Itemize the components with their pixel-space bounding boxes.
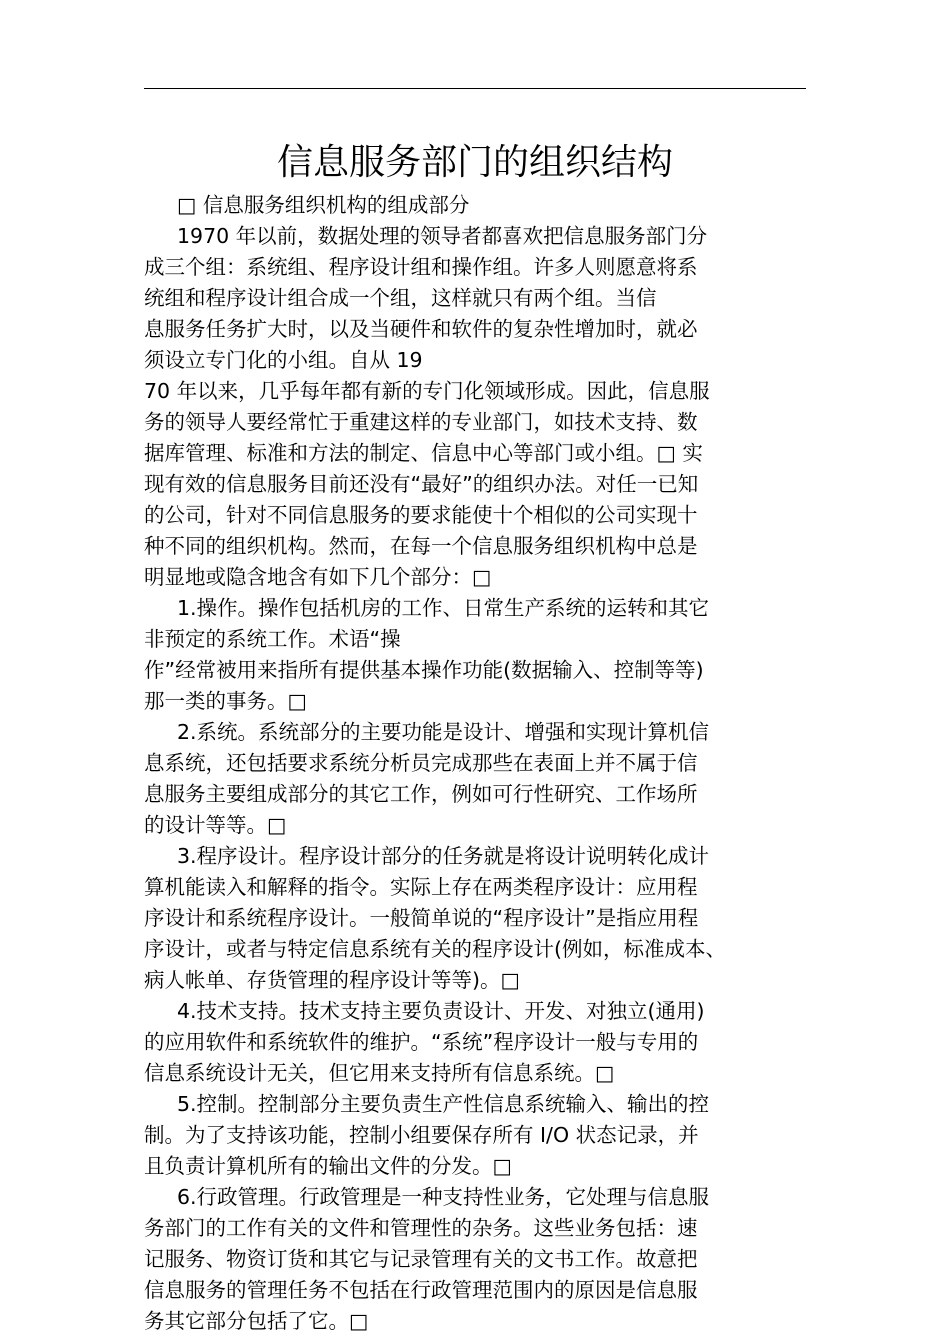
text-line: 1.操作。操作包括机房的工作、日常生产系统的运转和其它 bbox=[177, 596, 710, 620]
text-line: 1970 年以前，数据处理的领导者都喜欢把信息服务部门分 bbox=[177, 224, 708, 248]
text-line: 作”经常被用来指所有提供基本操作功能(数据输入、控制等等) bbox=[144, 658, 704, 682]
text-line: 息系统，还包括要求系统分析员完成那些在表面上并不属于信 bbox=[144, 751, 698, 775]
text-line: 非预定的系统工作。术语“操 bbox=[144, 627, 401, 651]
text-line: 3.程序设计。程序设计部分的任务就是将设计说明转化成计 bbox=[177, 844, 710, 868]
text-line: 信息系统设计无关，但它用来支持所有信息系统。□ bbox=[144, 1061, 615, 1085]
text-line: 5.控制。控制部分主要负责生产性信息系统输入、输出的控 bbox=[177, 1092, 710, 1116]
page-title: 信息服务部门的组织结构 bbox=[276, 142, 673, 183]
document-body bbox=[144, 190, 806, 1337]
text-line: 的公司，针对不同信息服务的要求能使十个相似的公司实现十 bbox=[144, 503, 698, 527]
text-line: 统组和程序设计组合成一个组，这样就只有两个组。当信 bbox=[144, 286, 657, 310]
text-line: 病人帐单、存货管理的程序设计等等)。□ bbox=[144, 968, 520, 992]
text-line: 且负责计算机所有的输出文件的分发。□ bbox=[144, 1154, 512, 1178]
text-line: □ 信息服务组织机构的组成部分 bbox=[177, 193, 470, 217]
text-line: 成三个组：系统组、程序设计组和操作组。许多人则愿意将系 bbox=[144, 255, 698, 279]
text-line: 须设立专门化的小组。自从 19 bbox=[144, 348, 423, 372]
header-rule bbox=[144, 88, 806, 89]
text-line: 6.行政管理。行政管理是一种支持性业务，它处理与信息服 bbox=[177, 1185, 710, 1209]
text-line: 现有效的信息服务目前还没有“最好”的组织办法。对任一已知 bbox=[144, 472, 699, 496]
text-line: 种不同的组织机构。然而，在每一个信息服务组织机构中总是 bbox=[144, 534, 698, 558]
text-line: 息服务任务扩大时，以及当硬件和软件的复杂性增加时，就必 bbox=[144, 317, 698, 341]
text-line: 据库管理、标准和方法的制定、信息中心等部门或小组。□ 实 bbox=[144, 441, 703, 465]
text-line: 务的领导人要经常忙于重建这样的专业部门，如技术支持、数 bbox=[144, 410, 698, 434]
text-line: 息服务主要组成部分的其它工作，例如可行性研究、工作场所 bbox=[144, 782, 698, 806]
text-line: 信息服务的管理任务不包括在行政管理范围内的原因是信息服 bbox=[144, 1278, 698, 1302]
text-line: 4.技术支持。技术支持主要负责设计、开发、对独立(通用) bbox=[177, 999, 705, 1023]
text-line: 序设计，或者与特定信息系统有关的程序设计(例如，标准成本、 bbox=[144, 937, 726, 961]
text-line: 算机能读入和解释的指令。实际上存在两类程序设计：应用程 bbox=[144, 875, 698, 899]
text-line: 2.系统。系统部分的主要功能是设计、增强和实现计算机信 bbox=[177, 720, 710, 744]
text-line: 序设计和系统程序设计。一般简单说的“程序设计”是指应用程 bbox=[144, 906, 699, 930]
text-line: 明显地或隐含地含有如下几个部分：□ bbox=[144, 565, 492, 589]
text-line: 制。为了支持该功能，控制小组要保存所有 I/O 状态记录，并 bbox=[144, 1123, 699, 1147]
text-line: 务其它部分包括了它。□ bbox=[144, 1309, 369, 1333]
text-line: 务部门的工作有关的文件和管理性的杂务。这些业务包括：速 bbox=[144, 1216, 698, 1240]
text-line: 的设计等等。□ bbox=[144, 813, 287, 837]
text-line: 的应用软件和系统软件的维护。“系统”程序设计一般与专用的 bbox=[144, 1030, 699, 1054]
text-line: 那一类的事务。□ bbox=[144, 689, 307, 713]
text-line: 70 年以来，几乎每年都有新的专门化领域形成。因此，信息服 bbox=[144, 379, 710, 403]
text-line: 记服务、物资订货和其它与记录管理有关的文书工作。故意把 bbox=[144, 1247, 698, 1271]
